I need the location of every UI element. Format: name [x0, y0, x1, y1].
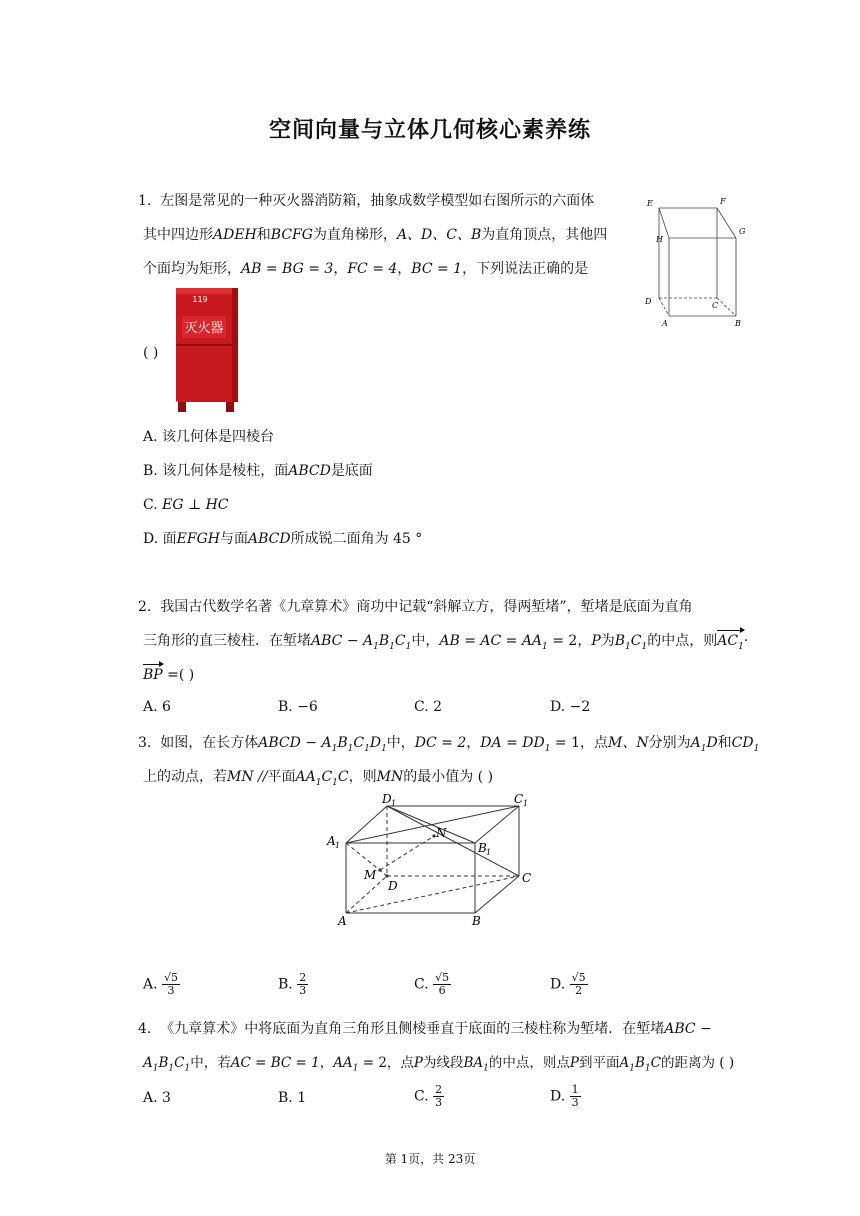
q3-number: 3.: [138, 735, 152, 751]
q1-option-b[interactable]: B. 该几何体是棱柱，面ABCD是底面: [143, 463, 373, 479]
q4-option-a[interactable]: A. 3: [143, 1090, 171, 1106]
q1-option-a[interactable]: A. 该几何体是四棱台: [143, 429, 275, 445]
q3-option-d[interactable]: D. $\frac{√5}{2}$: [550, 971, 586, 997]
q4-line2: $A_1B_1C_1$中，若AC = BC = 1，$AA_1 = 2$，点P为线段$BA_1$的中点，则点P到平面$A_1B_1C$的距离为 ( ): [143, 1055, 735, 1074]
q1-text1: 左图是常见的一种灭火器消防箱，抽象成数学模型如右图所示的六面体: [160, 193, 595, 209]
label-H: H: [656, 235, 663, 244]
q3-option-c[interactable]: C. $\frac{√5}{6}$: [414, 971, 450, 997]
q1-option-d[interactable]: D. 面EFGH与面ABCD所成锐二面角为 45 °: [143, 531, 423, 547]
label-E: E: [647, 199, 653, 208]
q4-option-b[interactable]: B. 1: [278, 1090, 307, 1106]
q2-option-d[interactable]: D. −2: [550, 699, 591, 715]
q2-option-c[interactable]: C. 2: [414, 699, 443, 715]
q1-hexahedron-figure: [640, 192, 760, 332]
q3-line1: 3. 如图，在长方体ABCD − $A_1B_1C_1D_1$中，DC = 2，DA = $DD_1 = 1$，点M、N分别为$A_1D$和$CD_1$: [138, 735, 760, 754]
label-D: D: [645, 297, 652, 306]
q4-line1: 4. 《九章算术》中将底面为直角三角形且侧棱垂直于底面的三棱柱称为堑堵．在堑堵ABC −: [138, 1021, 712, 1037]
q4-number: 4.: [138, 1021, 152, 1037]
q3-line2: 上的动点，若MN //平面$AA_1C_1C$，则MN的最小值为 ( ): [143, 769, 494, 788]
label-C1: C: [514, 792, 524, 806]
svg-text:1: 1: [523, 799, 529, 808]
svg-text:1: 1: [335, 841, 341, 850]
label-G: G: [739, 227, 746, 236]
label-B1: B: [478, 841, 487, 855]
label-M: M: [364, 868, 377, 882]
label-D1: D: [382, 792, 392, 806]
q2-number: 2.: [138, 599, 152, 615]
q2-line3: BP =( ): [143, 667, 195, 683]
label-A: A: [338, 914, 347, 928]
vector-AC1: $AC_1$: [717, 631, 744, 657]
label-C: C: [522, 871, 532, 885]
fire-extinguisher-box-image: [172, 286, 242, 414]
vector-BP: BP: [143, 667, 163, 683]
q1-line2: 其中四边形ADEH和BCFG为直角梯形，A、D、C、B为直角顶点，其他四: [143, 227, 608, 243]
q3-cuboid-figure: [322, 790, 542, 930]
q2-line2: 三角形的直三棱柱．在堑堵ABC − $A_1B_1C_1$中，AB = AC = $AA_1 = 2$，P为$B_1C_1$的中点，则$AC_1\cdot$: [143, 631, 748, 657]
q2-option-a[interactable]: A. 6: [143, 699, 171, 715]
q1-line1: [138, 191, 594, 211]
label-C: C: [712, 301, 719, 310]
q4-option-c[interactable]: C. $\frac{2}{3}$: [414, 1083, 443, 1109]
label-B: B: [735, 319, 741, 328]
q4-option-d[interactable]: D. $\frac{1}{3}$: [550, 1083, 579, 1109]
svg-text:1: 1: [486, 848, 492, 857]
page-footer: 第 1页，共 23页: [384, 1152, 476, 1166]
label-A1: A: [327, 834, 336, 848]
q1-answer-paren: ( ): [143, 345, 159, 361]
box-top-label: 119: [192, 295, 208, 304]
box-label: 灭火器: [184, 321, 224, 336]
q2-option-b[interactable]: B. −6: [278, 699, 318, 715]
q3-option-b[interactable]: B. $\frac{2}{3}$: [278, 971, 307, 997]
svg-text:1: 1: [391, 799, 397, 808]
label-B: B: [472, 914, 481, 928]
label-A: A: [662, 319, 668, 328]
q2-line1: 2. 我国古代数学名著《九章算术》商功中记载“斜解立方，得两堑堵”，堑堵是底面为直角: [138, 599, 693, 615]
q3-option-a[interactable]: A. $\frac{√5}{3}$: [143, 971, 179, 997]
q1-option-c[interactable]: C. EG ⊥ HC: [143, 497, 229, 513]
label-D: D: [388, 879, 398, 893]
label-F: F: [720, 197, 726, 206]
q1-number: 1.: [138, 193, 152, 209]
label-N: N: [436, 826, 447, 840]
page-title: 空间向量与立体几何核心素养练: [268, 118, 591, 143]
q1-line3: 个面均为矩形，AB = BG = 3，FC = 4，BC = 1，下列说法正确的是: [143, 261, 589, 277]
